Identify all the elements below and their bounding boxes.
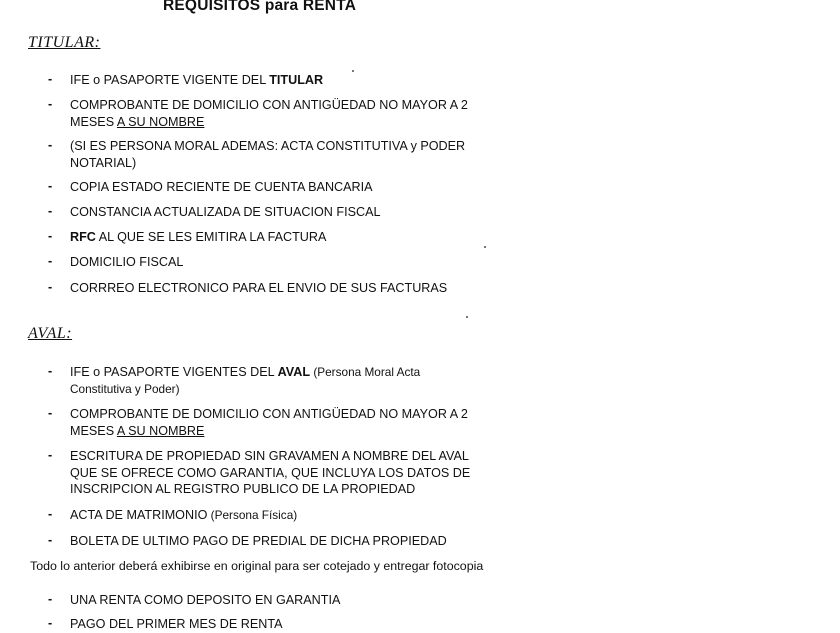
item-text-bold: RFC	[70, 230, 96, 244]
item-text: COPIA ESTADO RECIENTE DE CUENTA BANCARIA	[70, 180, 373, 194]
item-text: MESES	[70, 114, 117, 129]
bullet-dash: -	[48, 97, 53, 111]
item-text: COMPROBANTE DE DOMICILIO CON ANTIGÜEDAD NO MAYOR A 2	[70, 98, 468, 112]
bullet-dash: -	[48, 204, 53, 218]
item-text: DOMICILIO FISCAL	[70, 255, 184, 269]
item-text: ESCRITURA DE PROPIEDAD SIN GRAVAMEN A NOMBRE DEL AVAL	[70, 449, 469, 463]
bullet-dash: -	[48, 254, 53, 268]
bullet-dash: -	[48, 507, 53, 521]
section-heading-aval: AVAL:	[28, 325, 73, 342]
item-text: MESES	[70, 423, 117, 438]
item-text-underlined: A SU NOMBRE	[116, 114, 205, 129]
item-text: IFE o PASAPORTE VIGENTES DEL	[70, 365, 278, 379]
item-text: (Persona Moral Acta	[310, 365, 421, 379]
scan-speck	[352, 70, 354, 72]
bullet-dash: -	[48, 616, 53, 630]
item-text: ACTA DE MATRIMONIO	[70, 508, 208, 522]
item-text-bold: TITULAR	[269, 73, 324, 87]
item-text: INSCRIPCION AL REGISTRO PUBLICO DE LA PROPIEDAD	[70, 482, 416, 496]
bullet-dash: -	[48, 592, 53, 606]
bullet-dash: -	[48, 72, 53, 86]
item-text: CONSTANCIA ACTUALIZADA DE SITUACION FISCAL	[70, 205, 381, 219]
bullet-dash: -	[48, 533, 53, 547]
item-text: CORRREO ELECTRONICO PARA EL ENVIO DE SUS FACTURAS	[70, 281, 448, 295]
item-text-underlined: A SU NOMBRE	[116, 423, 205, 438]
note-text: Todo lo anterior deberá exhibirse en original para ser cotejado y entregar fotocopia	[30, 559, 484, 573]
scan-speck	[466, 316, 468, 318]
item-text: IFE o PASAPORTE VIGENTE DEL	[70, 73, 270, 87]
item-text: (Persona Física)	[207, 508, 298, 522]
page-title: REQUISITOS para RENTA	[163, 0, 357, 14]
section-heading-titular: TITULAR:	[28, 34, 101, 51]
bullet-dash: -	[48, 138, 53, 152]
item-text: NOTARIAL)	[70, 155, 137, 170]
item-text: COMPROBANTE DE DOMICILIO CON ANTIGÜEDAD NO MAYOR A 2	[70, 407, 468, 421]
bullet-dash: -	[48, 406, 53, 420]
bullet-dash: -	[48, 229, 53, 243]
item-text: (SI ES PERSONA MORAL ADEMAS: ACTA CONSTITUTIVA y PODER	[70, 139, 466, 153]
item-text: AL QUE SE LES EMITIRA LA FACTURA	[95, 230, 327, 244]
item-text: UNA RENTA COMO DEPOSITO EN GARANTIA	[70, 593, 341, 607]
scan-speck	[484, 246, 486, 248]
item-text: QUE SE OFRECE COMO GARANTIA, QUE INCLUYA LOS DATOS DE	[70, 465, 471, 480]
bullet-dash: -	[48, 179, 53, 193]
item-text: BOLETA DE ULTIMO PAGO DE PREDIAL DE DICHA PROPIEDAD	[70, 534, 447, 548]
bullet-dash: -	[48, 364, 53, 378]
item-text: PAGO DEL PRIMER MES DE RENTA	[70, 617, 283, 631]
bullet-dash: -	[48, 280, 53, 294]
item-text: Constitutiva y Poder)	[70, 381, 180, 396]
bullet-dash: -	[48, 448, 53, 462]
item-text-bold: AVAL	[277, 365, 311, 379]
